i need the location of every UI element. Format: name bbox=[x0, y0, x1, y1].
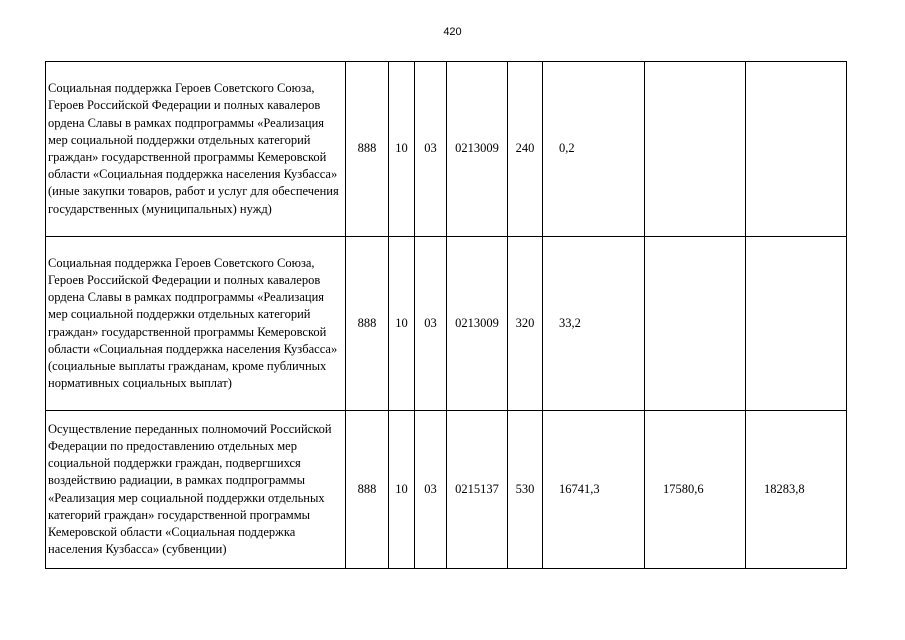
section-code: 10 bbox=[389, 411, 415, 569]
table-row bbox=[46, 237, 847, 411]
row-description: Социальная поддержка Героев Советского Союза, Героев Российской Федерации и полных кавалеров ордена Славы в рамках подпрограммы «Реализация мер социальной поддержки отдельных категорий граждан» государственной программы Кемеровской области «Социальная поддержка населения Кузбасса» (иные закупки товаров, работ и услуг для обеспечения государственных (муниципальных) нужд) bbox=[46, 62, 346, 237]
amount-year-3: 18283,8 bbox=[746, 411, 847, 569]
section-code: 10 bbox=[389, 237, 415, 411]
subsection-code: 03 bbox=[415, 411, 447, 569]
amount-year-1: 0,2 bbox=[543, 62, 645, 237]
amount-year-3 bbox=[746, 62, 847, 237]
expense-type-code: 240 bbox=[508, 62, 543, 237]
target-code: 0213009 bbox=[447, 62, 508, 237]
amount-year-2: 17580,6 bbox=[645, 411, 746, 569]
target-code: 0215137 bbox=[447, 411, 508, 569]
section-code: 10 bbox=[389, 62, 415, 237]
table-row bbox=[46, 411, 847, 569]
subsection-code: 03 bbox=[415, 237, 447, 411]
expense-type-code: 320 bbox=[508, 237, 543, 411]
row-description: Осуществление переданных полномочий Российской Федерации по предоставлению отдельных мер социальной поддержки граждан, подвергшихся воздействию радиации, в рамках подпрограммы «Реализация мер социальной поддержки отдельных категорий граждан» государственной программы Кемеровской области «Социальная поддержка населения Кузбасса» (субвенции) bbox=[46, 411, 346, 569]
amount-year-1: 16741,3 bbox=[543, 411, 645, 569]
amount-year-2 bbox=[645, 62, 746, 237]
amount-year-1: 33,2 bbox=[543, 237, 645, 411]
amount-year-3 bbox=[746, 237, 847, 411]
ministry-code: 888 bbox=[346, 411, 389, 569]
table-row bbox=[46, 62, 847, 237]
budget-table bbox=[45, 61, 847, 569]
amount-year-2 bbox=[645, 237, 746, 411]
row-description: Социальная поддержка Героев Советского Союза, Героев Российской Федерации и полных кавалеров ордена Славы в рамках подпрограммы «Реализация мер социальной поддержки отдельных категорий граждан» государственной программы Кемеровской области «Социальная поддержка населения Кузбасса» (социальные выплаты гражданам, кроме публичных нормативных социальных выплат) bbox=[46, 237, 346, 411]
page-number: 420 bbox=[443, 26, 462, 38]
expense-type-code: 530 bbox=[508, 411, 543, 569]
ministry-code: 888 bbox=[346, 62, 389, 237]
target-code: 0213009 bbox=[447, 237, 508, 411]
subsection-code: 03 bbox=[415, 62, 447, 237]
ministry-code: 888 bbox=[346, 237, 389, 411]
